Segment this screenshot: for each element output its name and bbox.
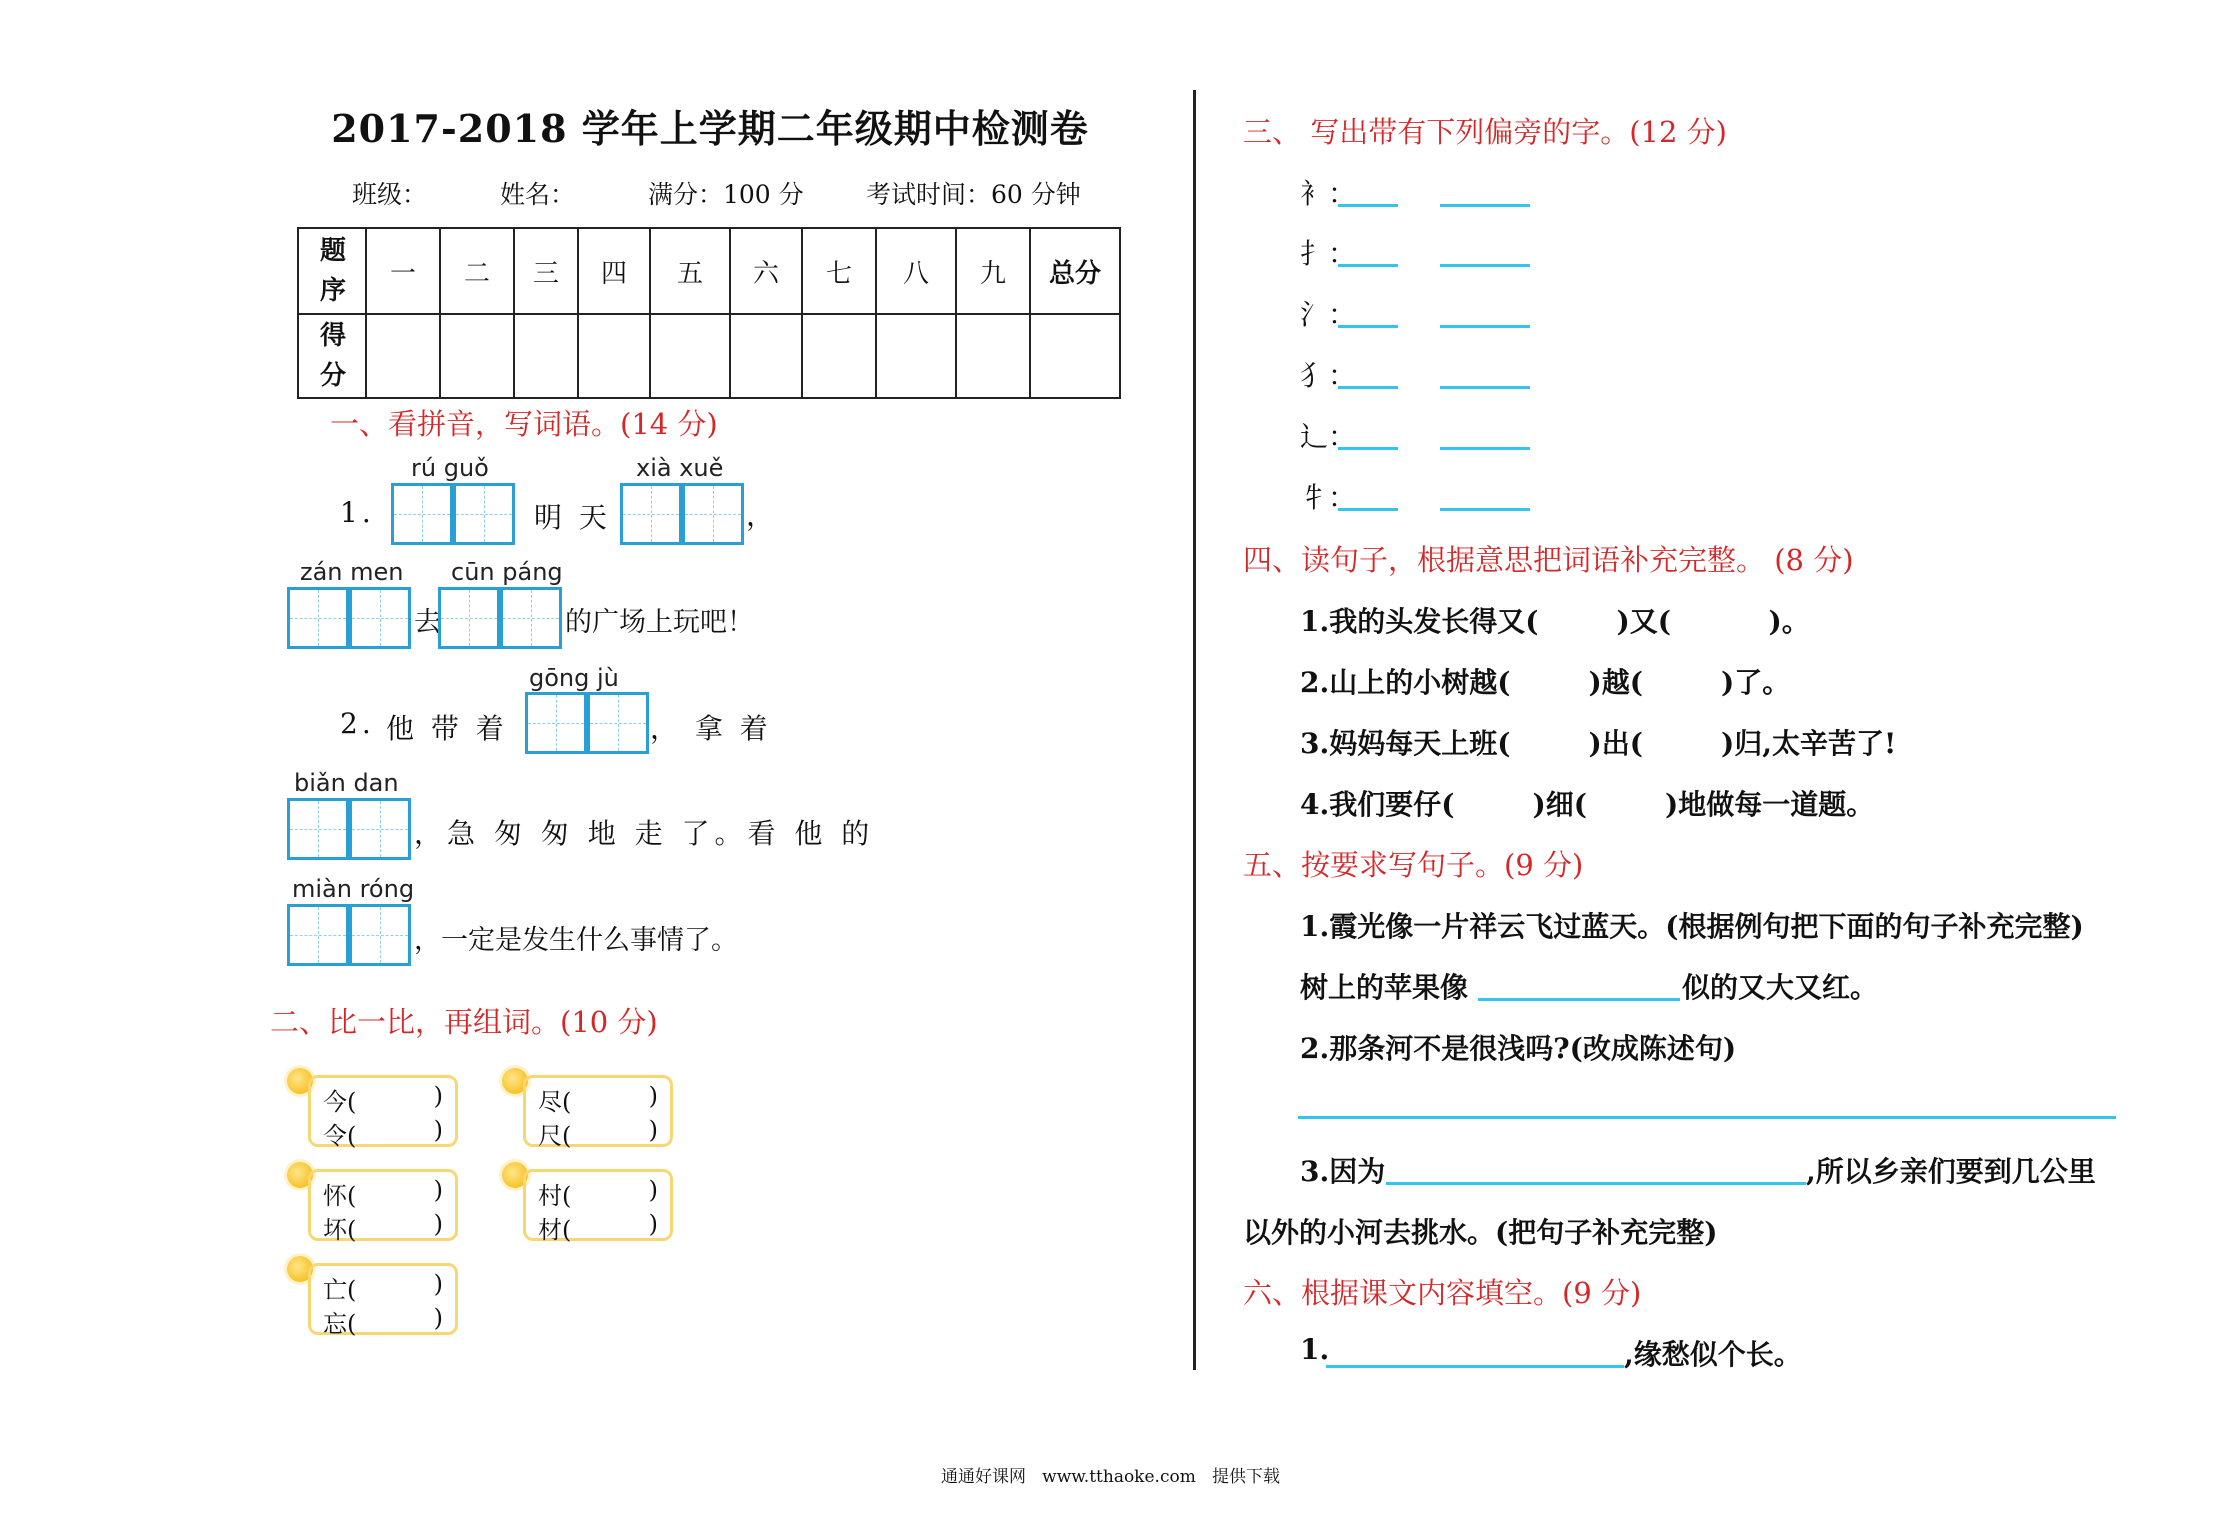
compare-box [523, 1169, 673, 1244]
paren: ) [433, 1176, 443, 1204]
score-cell[interactable] [514, 314, 578, 398]
col-3: 三 [514, 228, 578, 314]
answer-line[interactable] [1440, 447, 1530, 450]
col-1: 一 [366, 228, 440, 314]
fill-item-3: 3.妈妈每天上班( )出( )归,太辛苦了! [1300, 727, 1897, 760]
section-5-title: 五、按要求写句子。(9 分) [1243, 848, 1584, 882]
char-b: 尺( [538, 1122, 572, 1150]
pinyin-zanmen: zán men [300, 558, 404, 586]
paren: ) [648, 1082, 658, 1110]
score-cell[interactable] [440, 314, 514, 398]
column-divider [1193, 90, 1196, 1370]
col-total: 总分 [1030, 228, 1120, 314]
poem-line: ,缘愁似个长。 [1624, 1338, 1802, 1371]
paren: ) [648, 1176, 658, 1204]
answer-line[interactable] [1338, 204, 1398, 207]
char-b: 忘( [323, 1310, 357, 1338]
fill-item-2: 2.山上的小树越( )越( )了。 [1300, 666, 1791, 699]
footer: 通通好课网 www.tthaoke.com 提供下载 [940, 1467, 1281, 1487]
pinyin-mianrong: miàn róng [292, 875, 415, 903]
col-2: 二 [440, 228, 514, 314]
col-8: 八 [876, 228, 956, 314]
text-mingtian: 明 天 [534, 501, 611, 534]
score-table [297, 227, 1121, 399]
exam-time: 考试时间：60 分钟 [866, 180, 1081, 209]
pinyin-cunpang: cūn páng [451, 558, 563, 586]
writing-cell[interactable] [349, 587, 411, 649]
pinyin-ruguo: rú guǒ [411, 454, 489, 482]
num-1: 1. [340, 496, 375, 529]
paren: ) [433, 1082, 443, 1110]
text-guangchang: 的广场上玩吧！ [565, 607, 754, 638]
writing-cell[interactable] [500, 587, 562, 649]
writing-cell[interactable] [453, 483, 515, 545]
sentence-because: 3.因为 [1300, 1155, 1386, 1188]
section-1-title: 一、看拼音，写词语。(14 分) [330, 407, 718, 441]
compare-box [308, 1169, 458, 1244]
writing-cell[interactable] [391, 483, 453, 545]
num-2: 2. [340, 707, 375, 740]
score-cell[interactable] [876, 314, 956, 398]
answer-line[interactable] [1338, 386, 1398, 389]
answer-line[interactable] [1440, 386, 1530, 389]
score-cell[interactable] [956, 314, 1030, 398]
col-6: 六 [730, 228, 802, 314]
compare-box [523, 1075, 673, 1150]
answer-line[interactable] [1326, 1365, 1624, 1368]
text-yiding: ，一定是发生什么事情了。 [414, 925, 738, 956]
answer-line[interactable] [1478, 998, 1680, 1001]
score-cell[interactable] [802, 314, 876, 398]
section-6-title: 六、根据课文内容填空。(9 分) [1243, 1276, 1642, 1310]
class-label: 班级： [352, 180, 428, 209]
char-b: 令( [323, 1122, 357, 1150]
sentence-so: ,所以乡亲们要到几公里 [1806, 1155, 2096, 1188]
answer-line[interactable] [1298, 1116, 2116, 1119]
text-comma: ， [746, 499, 779, 532]
writing-cell[interactable] [287, 798, 349, 860]
section-4-title: 四、读句子，根据意思把词语补充完整。 (8 分) [1243, 543, 1854, 577]
pinyin-xiaxue: xià xuě [636, 454, 724, 482]
char-a: 亡( [323, 1276, 357, 1304]
answer-line[interactable] [1338, 264, 1398, 267]
radical-shui: 氵： [1300, 298, 1357, 331]
answer-line[interactable] [1386, 1182, 1806, 1185]
answer-line[interactable] [1338, 325, 1398, 328]
col-7: 七 [802, 228, 876, 314]
sentence-example: 1.霞光像一片祥云飞过蓝天。(根据例句把下面的句子补充完整) [1300, 910, 2084, 943]
col-4: 四 [578, 228, 650, 314]
char-a: 怀( [323, 1182, 357, 1210]
writing-cell[interactable] [349, 904, 411, 966]
radical-zou: 辶： [1300, 420, 1357, 453]
answer-line[interactable] [1440, 325, 1530, 328]
name-label: 姓名： [500, 180, 576, 209]
section-3-title: 三、 写出带有下列偏旁的字。(12 分) [1243, 115, 1727, 149]
pinyin-biandan: biǎn dan [294, 769, 399, 797]
writing-cell[interactable] [287, 587, 349, 649]
answer-line[interactable] [1440, 508, 1530, 511]
radical-yi: 衤： [1300, 177, 1357, 210]
score-cell[interactable] [1030, 314, 1120, 398]
score-cell[interactable] [366, 314, 440, 398]
col-5: 五 [650, 228, 730, 314]
writing-cell[interactable] [438, 587, 500, 649]
page-title: 2017-2018 学年上学期二年级期中检测卷 [331, 106, 1089, 151]
writing-cell[interactable] [287, 904, 349, 966]
score-cell[interactable] [650, 314, 730, 398]
text-tadaizhe: 他 带 着 [386, 712, 508, 745]
row-head-defen: 得分 [298, 314, 366, 398]
fill-item-1: 1.我的头发长得又( )又( )。 [1300, 605, 1810, 638]
compare-box [308, 1075, 458, 1150]
char-a: 今( [323, 1088, 357, 1116]
char-b: 材( [538, 1216, 572, 1244]
section-2-title: 二、比一比，再组词。(10 分) [270, 1005, 658, 1039]
compare-box [308, 1263, 458, 1338]
score-cell[interactable] [730, 314, 802, 398]
text-qu: 去 [414, 607, 441, 638]
paren: ) [433, 1270, 443, 1298]
writing-cell[interactable] [587, 692, 649, 754]
answer-line[interactable] [1338, 447, 1398, 450]
paren: ) [433, 1210, 443, 1238]
full-score: 满分：100 分 [648, 180, 804, 209]
paren: ) [433, 1304, 443, 1332]
paren: ) [648, 1210, 658, 1238]
score-cell[interactable] [578, 314, 650, 398]
answer-line[interactable] [1338, 508, 1398, 511]
writing-cell[interactable] [349, 798, 411, 860]
sentence-river: 2.那条河不是很浅吗?(改成陈述句) [1300, 1032, 1737, 1065]
sentence-apple-a: 树上的苹果像 [1300, 971, 1469, 1004]
row-head-tixu: 题序 [298, 228, 366, 314]
paren: ) [648, 1116, 658, 1144]
writing-cell[interactable] [620, 483, 682, 545]
paren: ) [433, 1116, 443, 1144]
pinyin-gongju: gōng jù [529, 664, 619, 692]
char-a: 村( [538, 1182, 572, 1210]
fill-item-4: 4.我们要仔( )细( )地做每一道题。 [1300, 788, 1875, 821]
poem-num: 1. [1300, 1333, 1330, 1366]
writing-cell[interactable] [525, 692, 587, 754]
writing-cell[interactable] [682, 483, 744, 545]
sentence-water: 以外的小河去挑水。(把句子补充完整) [1243, 1216, 1718, 1249]
radical-niu: 牜： [1300, 481, 1357, 514]
radical-quan: 犭： [1300, 359, 1357, 392]
text-nazhe: ， 拿 着 [650, 712, 772, 745]
text-jicong: ，急 匆 匆 地 走 了。看 他 的 [414, 817, 875, 850]
char-b: 坏( [323, 1216, 357, 1244]
radical-shou: 扌： [1300, 237, 1357, 270]
sentence-apple-b: 似的又大又红。 [1682, 971, 1879, 1004]
answer-line[interactable] [1440, 264, 1530, 267]
answer-line[interactable] [1440, 204, 1530, 207]
char-a: 尽( [538, 1088, 572, 1116]
col-9: 九 [956, 228, 1030, 314]
